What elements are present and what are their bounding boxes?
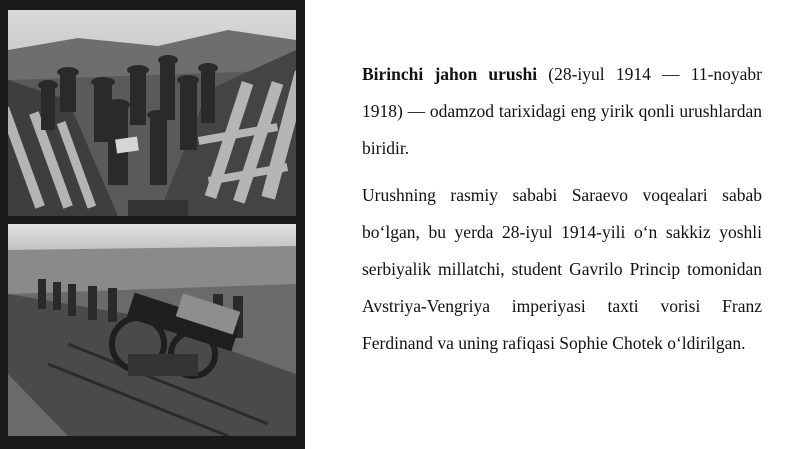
trench-soldiers-photo xyxy=(8,10,296,216)
war-title: Birinchi jahon urushi xyxy=(362,64,538,84)
article-text xyxy=(362,56,762,362)
intro-paragraph xyxy=(362,56,762,167)
artillery-gun-photo xyxy=(8,224,296,436)
cause-paragraph: Urushning rasmiy sababi Saraevo voqealari sabab bo‘lgan, bu yerda 28-iyul 1914-yili o‘n sakkiz yoshli serbiyalik millatchi, student Gavrilo Princip tomonidan Avstriya-Vengriya imperiyasi taxti vorisi Franz Ferdinand va uning rafiqasi Sophie Chotek o‘ldirilgan. xyxy=(362,185,762,353)
photo-panel xyxy=(0,0,305,449)
intro-text: (28-iyul 1914 — 11-noyabr 1918) — odamzod tarixidagi eng yirik qonli urushlardan biridir. xyxy=(362,64,762,158)
